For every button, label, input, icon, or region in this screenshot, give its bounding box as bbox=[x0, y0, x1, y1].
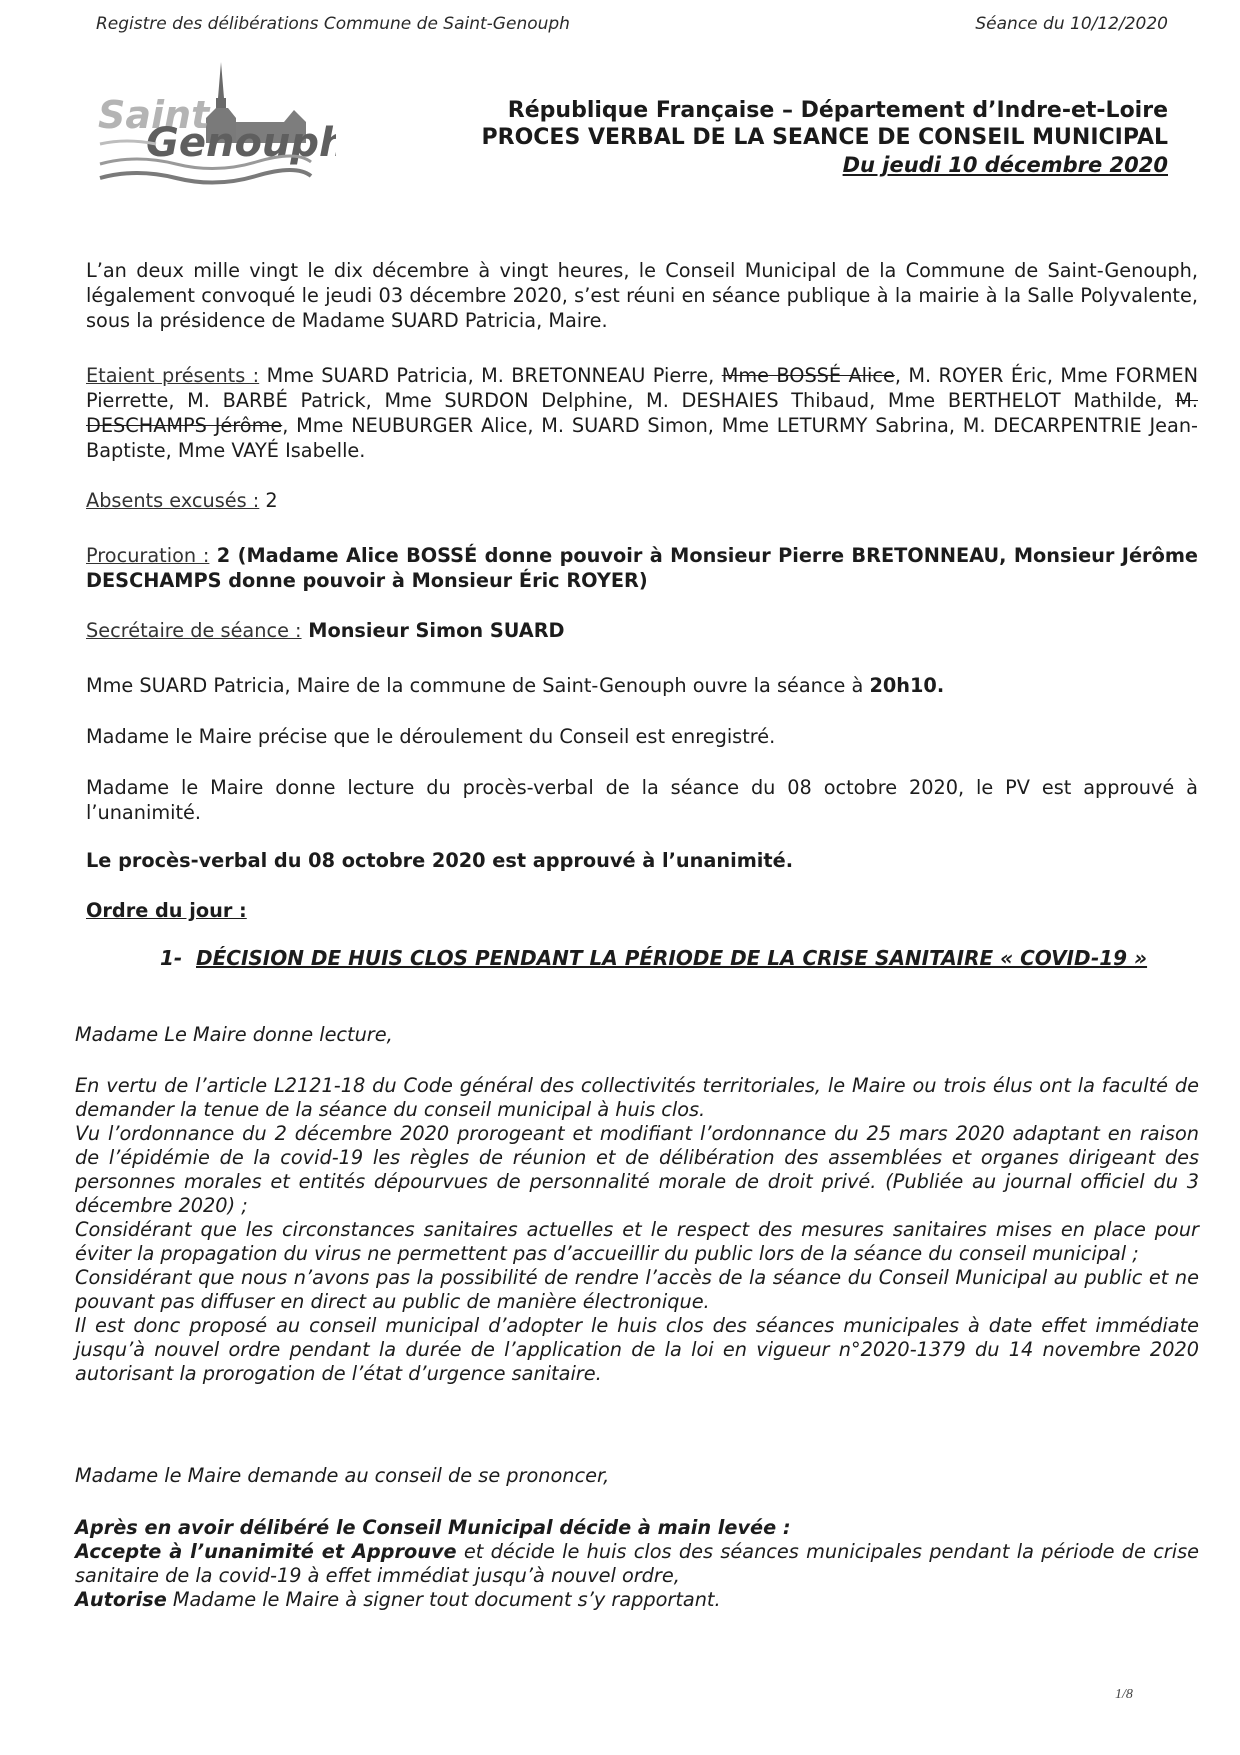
procuration-value: 2 (Madame Alice BOSSÉ donne pouvoir à Monsieur Pierre BRETONNEAU, Monsieur Jérôme DESCHAMPS donne pouvoir à Monsieur Éric ROYER) bbox=[86, 544, 1198, 592]
reading-text: Madame Le Maire donne lecture, bbox=[75, 1023, 393, 1046]
logo-line1: Saint bbox=[98, 93, 210, 137]
title-date: Du jeudi 10 décembre 2020 bbox=[842, 153, 1168, 177]
consideration-item: Il est donc proposé au conseil municipal d’adopter le huis clos des séances municipales à date effet immédiate jusqu’à nouvel ordre pendant la durée de l’application de la loi en vigueur n°2020-1379 du 14 novembre 2020 autorisant la prorogation de l’état d’urgence sanitaire. bbox=[75, 1314, 1199, 1385]
recorded-text: Madame le Maire précise que le déroulement du Conseil est enregistré. bbox=[86, 725, 776, 748]
church-steeple-icon bbox=[96, 58, 336, 186]
decision-authorize-bold: Autorise bbox=[75, 1588, 167, 1611]
absents-value: 2 bbox=[259, 489, 278, 512]
agenda-item-title: DÉCISION DE HUIS CLOS PENDANT LA PÉRIODE DE LA CRISE SANITAIRE « COVID-19 » bbox=[196, 946, 1148, 970]
decision-authorize-rest: Madame le Maire à signer tout document s’y rapportant. bbox=[166, 1588, 721, 1611]
presents-label: Etaient présents : bbox=[86, 364, 260, 387]
absents-label: Absents excusés : bbox=[86, 489, 260, 512]
ask-line bbox=[75, 1463, 1199, 1488]
agenda-item-number: 1- bbox=[160, 946, 183, 970]
absents-line bbox=[86, 488, 1198, 513]
presents-struck-1: Mme BOSSÉ Alice bbox=[721, 364, 895, 387]
consideration-item: Vu l’ordonnance du 2 décembre 2020 prorogeant et modifiant l’ordonnance du 25 mars 2020 adaptant en raison de l’épidémie de la covid-19 les règles de réunion et de délibération des assemblées et organes dirigeant des personnes morales et entités dépourvues de personnalité morale de droit privé. (Publiée au journal officiel du 3 décembre 2020) ; bbox=[75, 1122, 1199, 1217]
document-title-block bbox=[482, 97, 1169, 179]
procuration-paragraph bbox=[86, 543, 1198, 593]
intro-paragraph bbox=[86, 258, 1198, 333]
pv-approved-text: Le procès-verbal du 08 octobre 2020 est approuvé à l’unanimité. bbox=[86, 849, 794, 872]
commune-logo bbox=[96, 58, 336, 186]
pv-approved-line bbox=[86, 848, 1198, 873]
consideration-item: Considérant que nous n’avons pas la possibilité de rendre l’accès de la séance du Conseil Municipal au public et ne pouvant pas diffuser en direct au public de manière électronique. bbox=[75, 1266, 1199, 1313]
opening-time: 20h10. bbox=[869, 674, 945, 697]
decision-heading: Après en avoir délibéré le Conseil Municipal décide à main levée : bbox=[75, 1516, 791, 1539]
decision-accept-bold: Accepte à l’unanimité et Approuve bbox=[75, 1540, 457, 1563]
intro-text: L’an deux mille vingt le dix décembre à vingt heures, le Conseil Municipal de la Commune de Saint-Genouph, légalement convoqué le jeudi 03 décembre 2020, s’est réuni en séance publique à la mairie à la Salle Polyvalente, sous la présidence de Madame SUARD Patricia, Maire. bbox=[86, 259, 1198, 332]
opening-text: Mme SUARD Patricia, Maire de la commune de Saint-Genouph ouvre la séance à bbox=[86, 674, 870, 697]
secretaire-line bbox=[86, 618, 1198, 643]
procuration-label: Procuration : bbox=[86, 544, 210, 567]
presents-text-2: , M. ROYER Éric, Mme FORMEN Pierrette, M. BARBÉ Patrick, Mme SURDON Delphine, M. DESHAIES Thibaud, Mme BERTHELOT Mathilde, bbox=[86, 364, 1198, 412]
decision-accept-rest: et décide le huis clos des séances municipales pendant la période de crise sanitaire de la covid-19 à effet immédiat jusqu’à nouvel ordre, bbox=[75, 1540, 1199, 1587]
agenda-label: Ordre du jour : bbox=[86, 899, 247, 922]
presents-text-1: Mme SUARD Patricia, M. BRETONNEAU Pierre, bbox=[259, 364, 722, 387]
running-header-left: Registre des délibérations Commune de Saint-Genouph bbox=[96, 14, 570, 34]
considerations-block bbox=[75, 1074, 1199, 1386]
consideration-item: Considérant que les circonstances sanitaires actuelles et le respect des mesures sanitaires mises en place pour éviter la propagation du virus ne permettent pas d’accueillir du public lors de la séance du conseil municipal ; bbox=[75, 1218, 1199, 1265]
logo-line2: Genouph bbox=[146, 120, 336, 166]
running-header-right: Séance du 10/12/2020 bbox=[975, 14, 1168, 34]
recorded-line bbox=[86, 724, 1198, 749]
presents-struck-2: M. DESCHAMPS Jérôme bbox=[86, 389, 1198, 437]
consideration-item: En vertu de l’article L2121-18 du Code général des collectivités territoriales, le Maire ou trois élus ont la faculté de demander la tenue de la séance du conseil municipal à huis clos. bbox=[75, 1074, 1199, 1121]
secretaire-value: Monsieur Simon SUARD bbox=[301, 619, 565, 642]
reading-line bbox=[75, 1022, 1199, 1047]
title-line2: PROCES VERBAL DE LA SEANCE DE CONSEIL MUNICIPAL bbox=[481, 125, 1168, 150]
ask-text: Madame le Maire demande au conseil de se prononcer, bbox=[75, 1464, 610, 1487]
title-line1: République Française – Département d’Indre-et-Loire bbox=[507, 98, 1168, 123]
agenda-item-1 bbox=[160, 945, 1200, 971]
presents-paragraph bbox=[86, 363, 1198, 463]
secretaire-label: Secrétaire de séance : bbox=[86, 619, 302, 642]
pv-reading-paragraph bbox=[86, 775, 1198, 825]
presents-text-3: , Mme NEUBURGER Alice, M. SUARD Simon, Mme LETURMY Sabrina, M. DECARPENTRIE Jean-Baptiste, Mme VAYÉ Isabelle. bbox=[86, 414, 1198, 462]
pv-reading-text: Madame le Maire donne lecture du procès-verbal de la séance du 08 octobre 2020, le PV est approuvé à l’unanimité. bbox=[86, 776, 1198, 824]
page-number: 1/8 bbox=[1115, 1687, 1133, 1702]
opening-line bbox=[86, 673, 1198, 698]
decision-block bbox=[75, 1516, 1199, 1612]
